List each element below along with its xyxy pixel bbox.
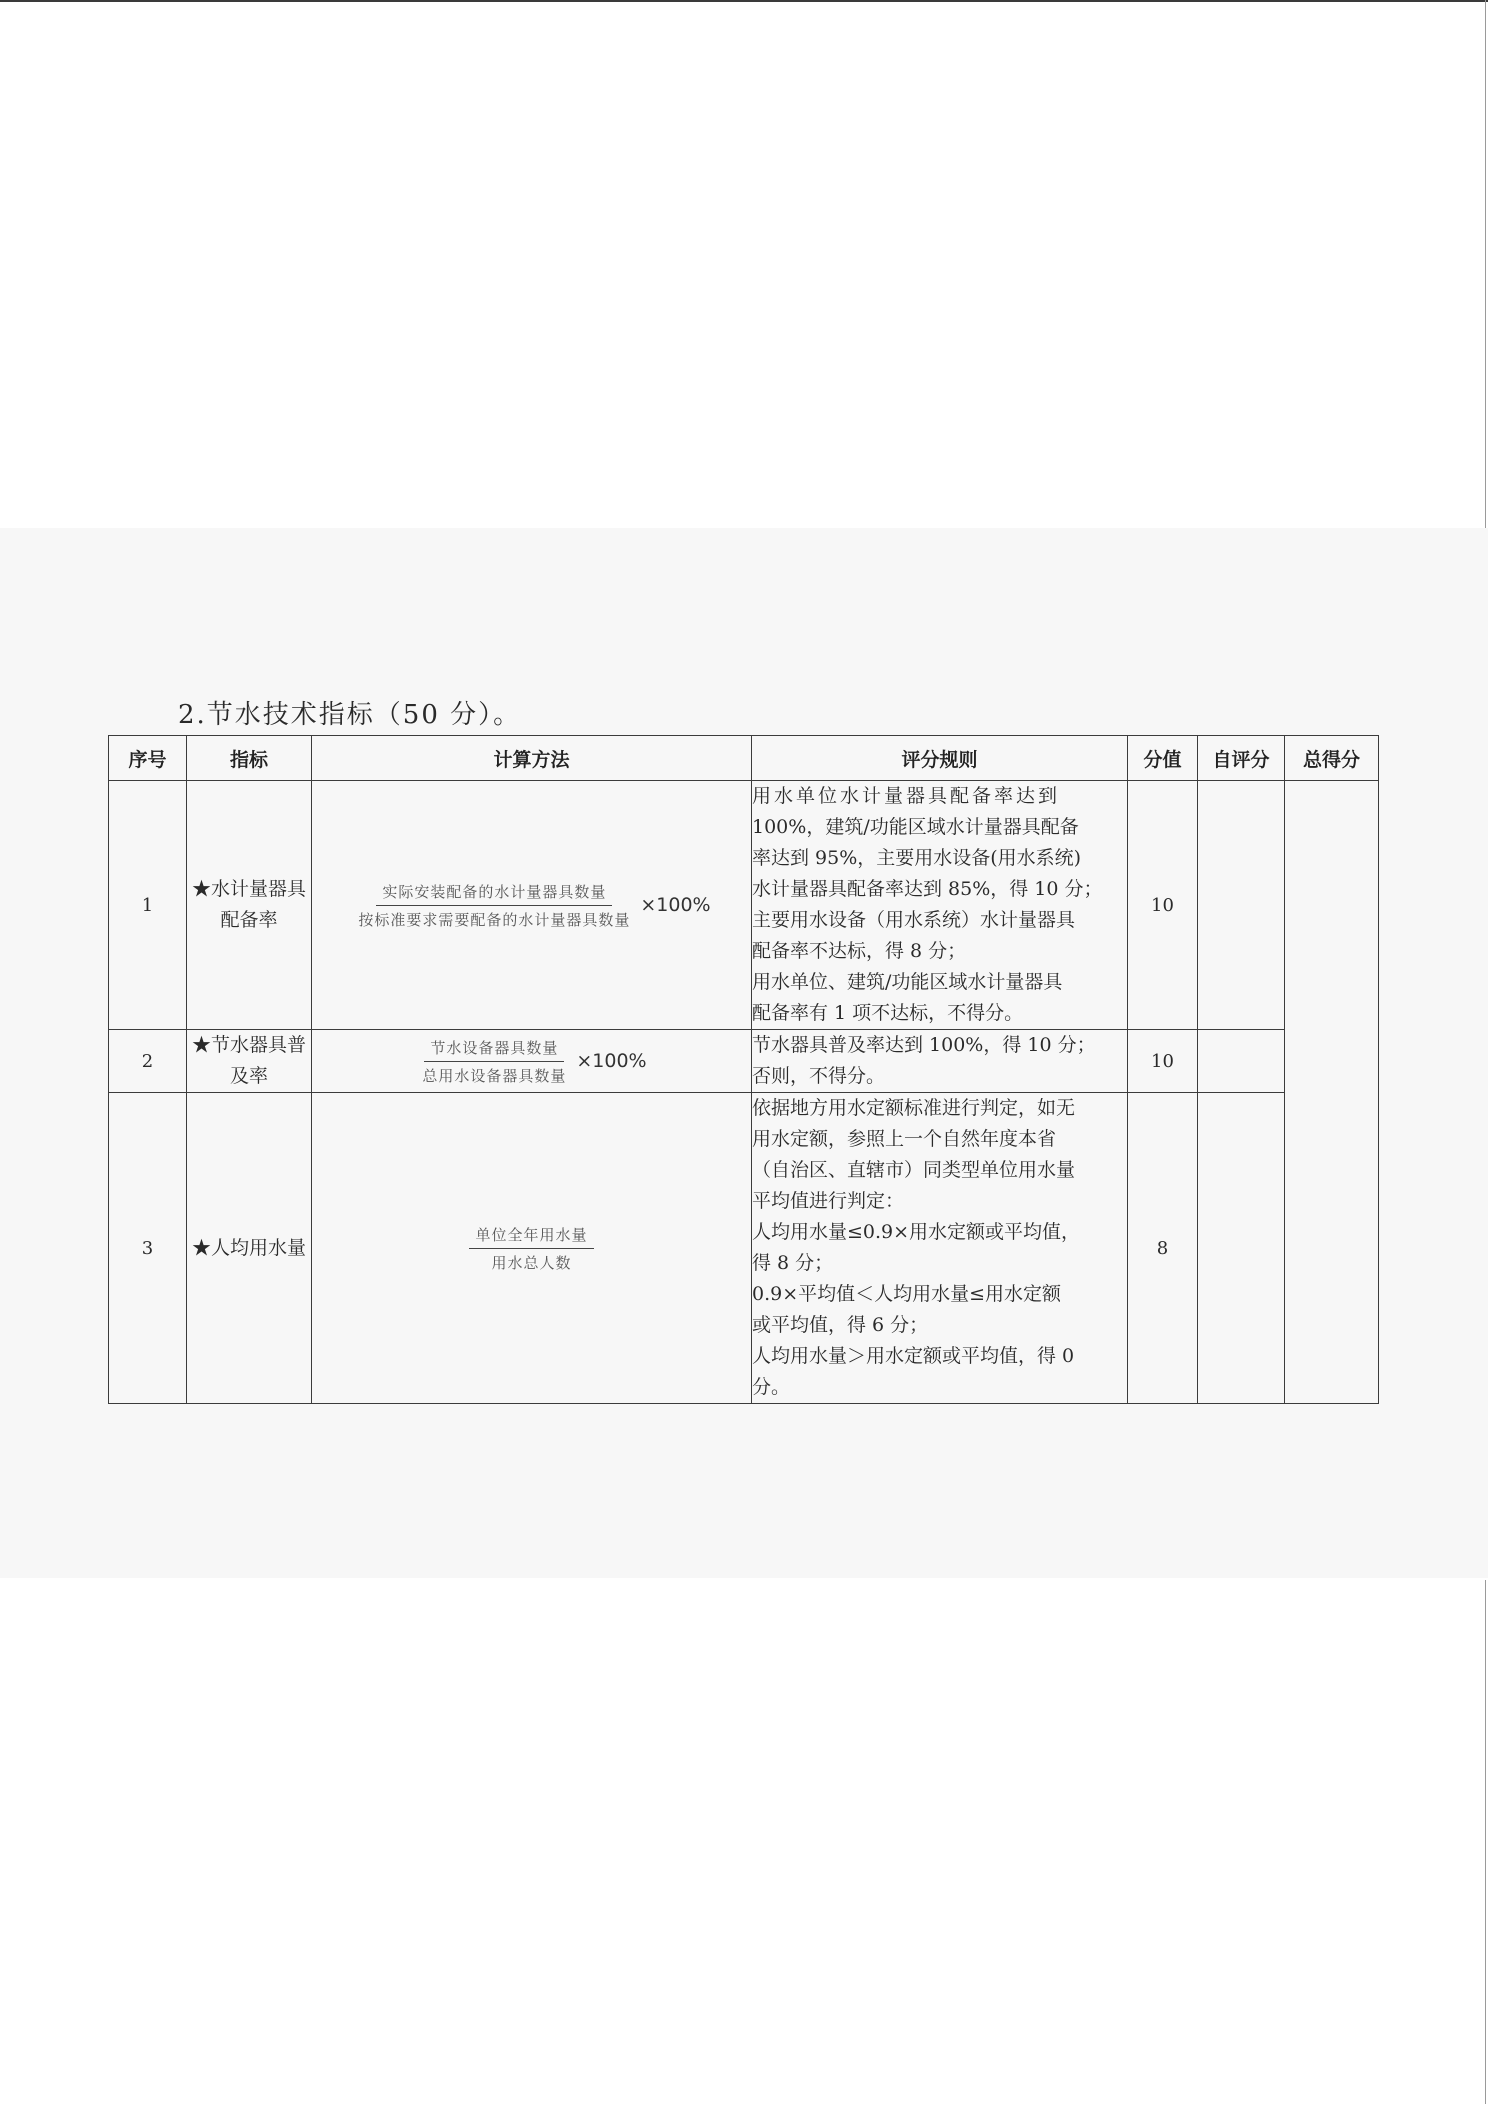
rule-line: 水计量器具配备率达到 85%，得 10 分； bbox=[752, 878, 1103, 900]
water-saving-indicator-table bbox=[108, 735, 1379, 1404]
self-score-cell[interactable] bbox=[1198, 1093, 1285, 1404]
rule-line: 人均用水量≤0.9×用水定额或平均值， bbox=[752, 1221, 1081, 1243]
formula-denominator: 总用水设备器具数量 bbox=[422, 1066, 567, 1085]
rule-line: （自治区、直辖市）同类型单位用水量 bbox=[752, 1159, 1076, 1181]
calc-formula bbox=[312, 781, 752, 1030]
formula-denominator: 用水总人数 bbox=[491, 1253, 572, 1272]
table-row bbox=[109, 1093, 1379, 1404]
table-row bbox=[109, 1030, 1379, 1093]
rule-line: 用水单位水计量器具配备率达到 bbox=[752, 785, 1061, 807]
score-value: 10 bbox=[1128, 781, 1198, 1030]
scoring-rule bbox=[752, 1030, 1128, 1093]
formula-multiplier: ×100% bbox=[640, 894, 711, 916]
rule-line: 配备率不达标，得 8 分； bbox=[752, 940, 967, 962]
rule-line: 率达到 95%，主要用水设备(用水系统) bbox=[752, 847, 1082, 869]
rule-line: 节水器具普及率达到 100%，得 10 分； bbox=[752, 1034, 1096, 1056]
header-total-score: 总得分 bbox=[1285, 736, 1379, 781]
table-row bbox=[109, 781, 1379, 1030]
scoring-rule bbox=[752, 1093, 1128, 1404]
rule-line: 用水单位、建筑/功能区域水计量器具 bbox=[752, 971, 1063, 993]
rule-line: 主要用水设备（用水系统）水计量器具 bbox=[752, 909, 1076, 931]
calc-formula bbox=[312, 1030, 752, 1093]
page-top-border bbox=[0, 0, 1488, 2]
formula-denominator: 按标准要求需要配备的水计量器具数量 bbox=[358, 910, 631, 929]
rule-line: 得 8 分； bbox=[752, 1252, 834, 1274]
row-number: 1 bbox=[109, 781, 187, 1030]
self-score-cell[interactable] bbox=[1198, 781, 1285, 1030]
table-header-row bbox=[109, 736, 1379, 781]
rule-line: 人均用水量＞用水定额或平均值，得 0 bbox=[752, 1345, 1075, 1367]
rule-line: 100%，建筑/功能区域水计量器具配备 bbox=[752, 816, 1079, 838]
rule-line: 配备率有 1 项不达标，不得分。 bbox=[752, 1002, 1024, 1024]
formula-numerator: 节水设备器具数量 bbox=[424, 1037, 564, 1062]
indicator-name: ★水计量器具配备率 bbox=[187, 781, 312, 1030]
rule-line: 0.9×平均值＜人均用水量≤用水定额 bbox=[752, 1283, 1062, 1305]
formula-multiplier: ×100% bbox=[576, 1050, 647, 1072]
self-score-cell[interactable] bbox=[1198, 1030, 1285, 1093]
page-right-border bbox=[1485, 0, 1486, 528]
header-score: 分值 bbox=[1128, 736, 1198, 781]
indicator-name: ★节水器具普及率 bbox=[187, 1030, 312, 1093]
calc-formula bbox=[312, 1093, 752, 1404]
scoring-rule bbox=[752, 781, 1128, 1030]
score-value: 10 bbox=[1128, 1030, 1198, 1093]
rule-line: 用水定额，参照上一个自然年度本省 bbox=[752, 1128, 1057, 1150]
header-scoring-rules: 评分规则 bbox=[752, 736, 1128, 781]
header-self-score: 自评分 bbox=[1198, 736, 1285, 781]
total-score-cell[interactable] bbox=[1285, 781, 1379, 1404]
score-value: 8 bbox=[1128, 1093, 1198, 1404]
formula-numerator: 单位全年用水量 bbox=[469, 1224, 593, 1249]
rule-line: 或平均值，得 6 分； bbox=[752, 1314, 929, 1336]
rule-line: 否则，不得分。 bbox=[752, 1065, 886, 1087]
indicator-name: ★人均用水量 bbox=[187, 1093, 312, 1404]
rule-line: 分。 bbox=[752, 1376, 791, 1398]
header-calc-method: 计算方法 bbox=[312, 736, 752, 781]
header-indicator: 指标 bbox=[187, 736, 312, 781]
page-right-border-lower bbox=[1485, 1580, 1486, 2104]
rule-line: 依据地方用水定额标准进行判定，如无 bbox=[752, 1097, 1076, 1119]
rule-line: 平均值进行判定： bbox=[752, 1190, 905, 1212]
row-number: 3 bbox=[109, 1093, 187, 1404]
row-number: 2 bbox=[109, 1030, 187, 1093]
formula-numerator: 实际安装配备的水计量器具数量 bbox=[376, 881, 612, 906]
header-no: 序号 bbox=[109, 736, 187, 781]
section-heading: 2.节水技术指标（50 分）。 bbox=[178, 700, 522, 730]
